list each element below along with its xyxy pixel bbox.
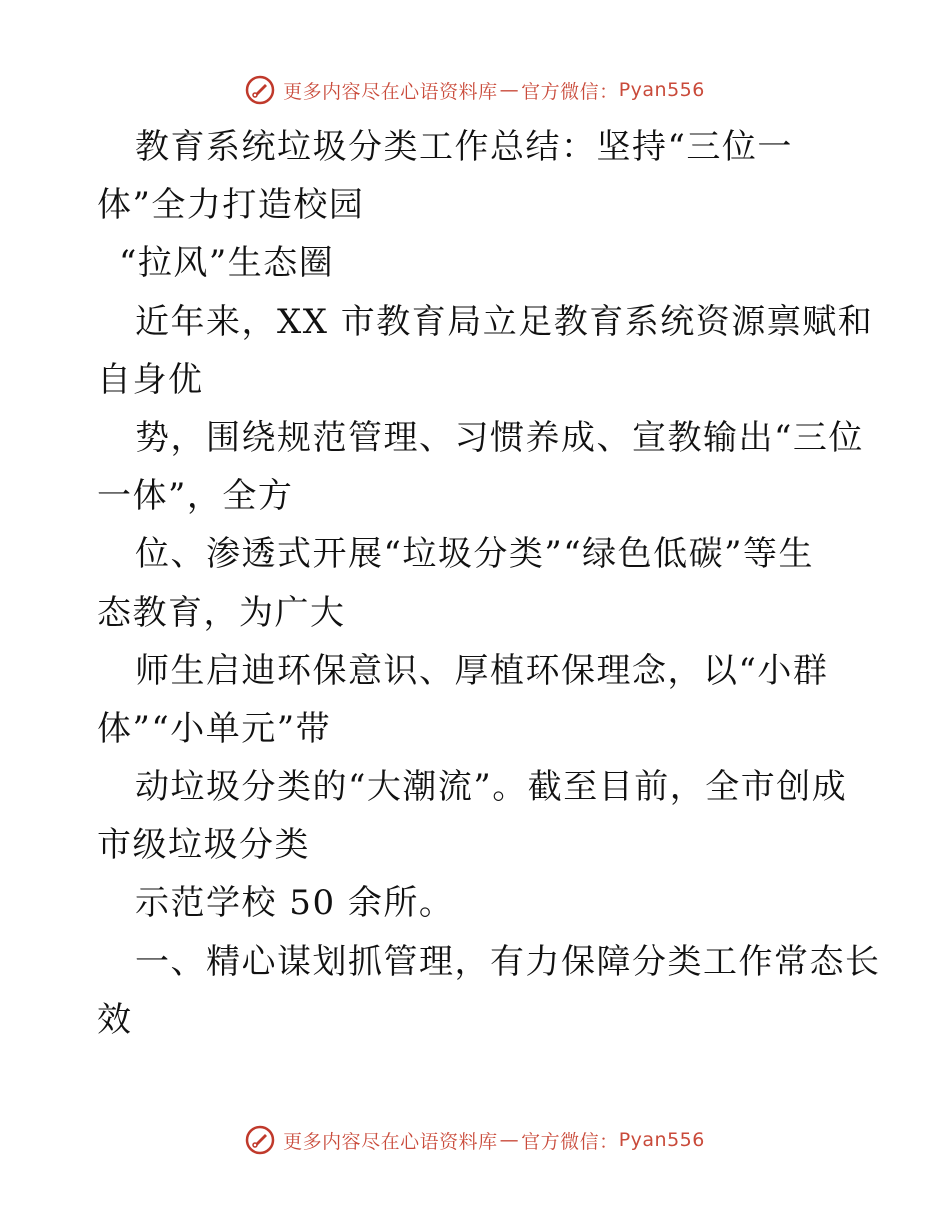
document-line: 自身优 bbox=[97, 359, 204, 400]
watermark-wechat-label: 官方微信： bbox=[521, 80, 619, 103]
logo-icon bbox=[245, 1125, 275, 1155]
watermark-wechat-id: Pyan556 bbox=[618, 1129, 705, 1151]
watermark-wechat-label: 官方微信： bbox=[521, 1130, 619, 1153]
document-line: 一、精心谋划抓管理，有力保障分类工作常态长 bbox=[135, 941, 881, 982]
document-line: 势，围绕规范管理、习惯养成、宣教输出“三位 bbox=[135, 417, 864, 458]
footer-watermark bbox=[0, 1120, 950, 1160]
document-line: 近年来，XX 市教育局立足教育系统资源禀赋和 bbox=[135, 301, 874, 342]
document-line: 师生启迪环保意识、厚植环保理念，以“小群 bbox=[135, 650, 829, 691]
document-line: 一体”，全方 bbox=[97, 476, 294, 517]
document-line: 示范学校 50 余所。 bbox=[135, 883, 455, 924]
document-line: 体”全力打造校园 bbox=[97, 185, 365, 226]
document-line: 位、渗透式开展“垃圾分类”“绿色低碳”等生 bbox=[135, 534, 815, 575]
document-line: 动垃圾分类的“大潮流”。截至目前，全市创成 bbox=[135, 767, 848, 808]
watermark-label: 更多内容尽在心语资料库 bbox=[283, 80, 498, 103]
document-line: 态教育，为广大 bbox=[97, 592, 346, 633]
document-body bbox=[97, 118, 881, 1049]
document-line: 体”“小单元”带 bbox=[97, 708, 332, 749]
header-watermark bbox=[0, 70, 950, 110]
watermark-separator: — bbox=[499, 1129, 520, 1151]
document-line: 市级垃圾分类 bbox=[97, 825, 310, 866]
watermark-separator: — bbox=[499, 79, 520, 101]
watermark-label: 更多内容尽在心语资料库 bbox=[283, 1130, 498, 1153]
document-line: 教育系统垃圾分类工作总结：坚持“三位一 bbox=[135, 127, 793, 167]
watermark-wechat-id: Pyan556 bbox=[618, 79, 705, 101]
logo-icon bbox=[245, 75, 275, 105]
document-line: “拉风”生态圈 bbox=[119, 243, 335, 284]
document-line: 效 bbox=[97, 999, 133, 1040]
